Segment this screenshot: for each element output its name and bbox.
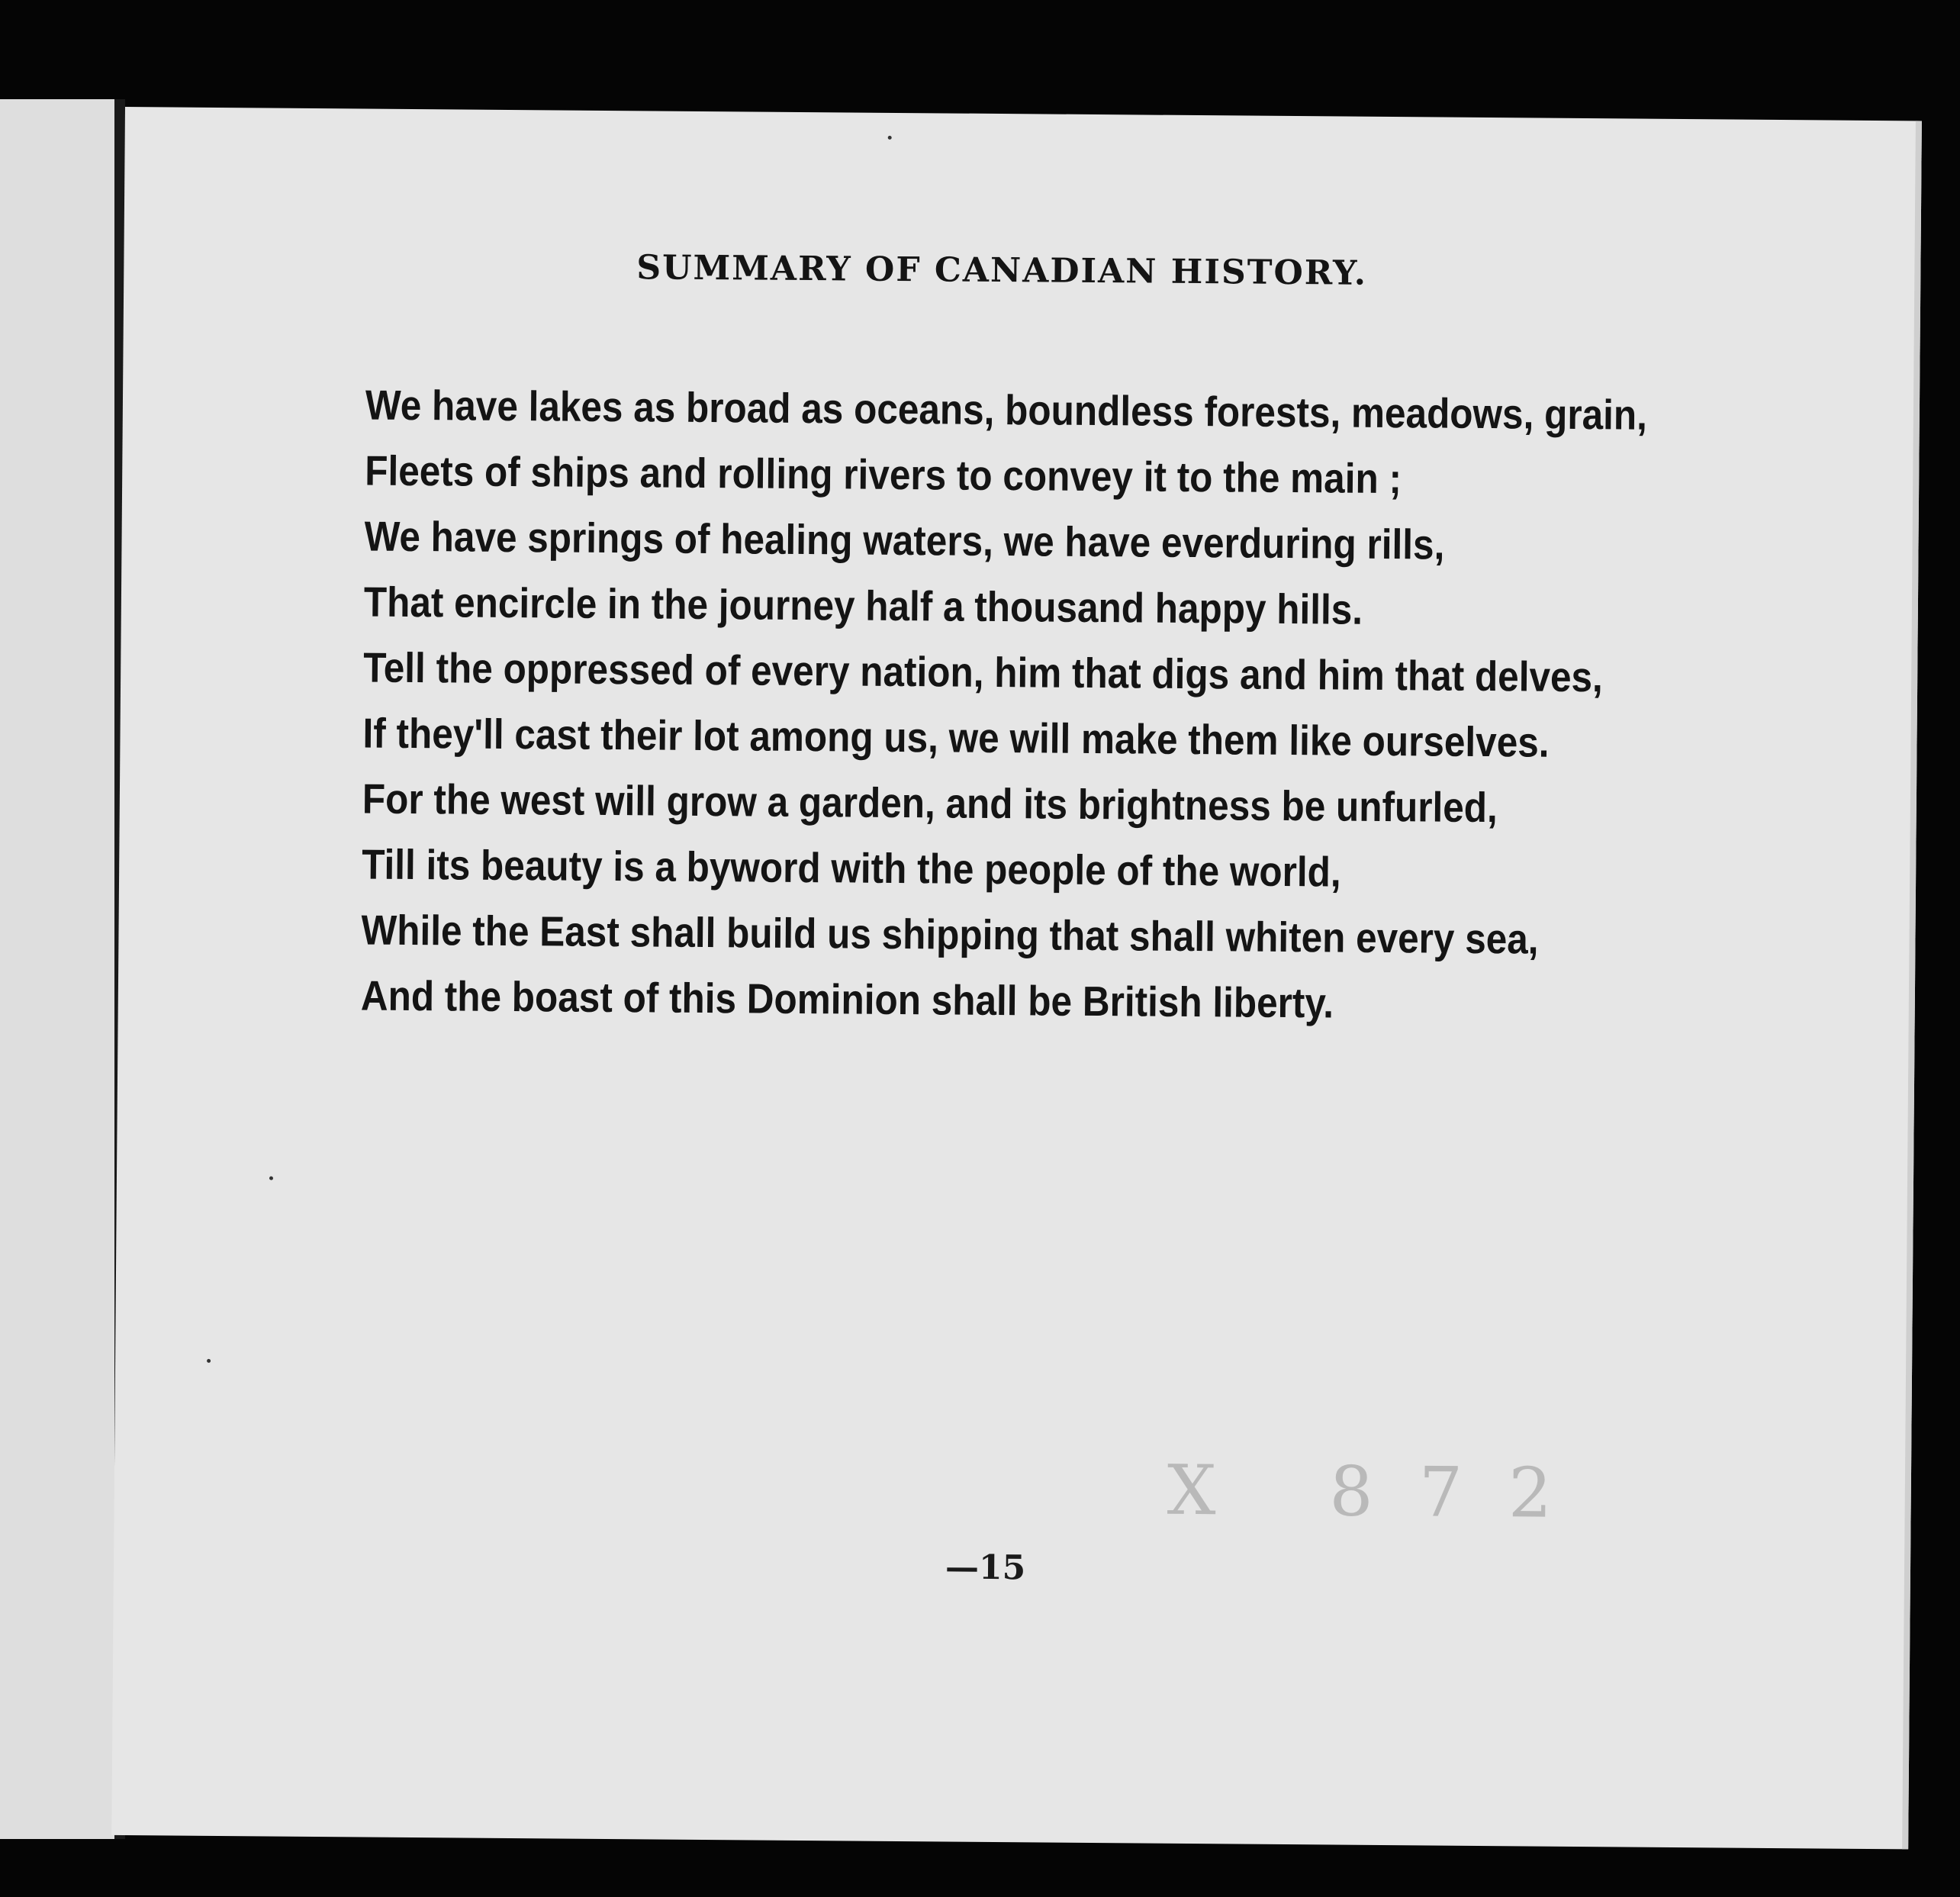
poem-line: Tell the oppressed of every nation, him that digs and him that delves,	[362, 643, 1604, 701]
scan-speck	[269, 1177, 273, 1180]
poem-line: We have lakes as broad as oceans, boundless forests, meadows, grain,	[365, 381, 1648, 439]
poem-line: While the East shall build us shipping that shall whiten every sea,	[361, 906, 1539, 963]
document-page	[111, 107, 1922, 1849]
poem-line: And the boast of this Dominion shall be British liberty.	[360, 971, 1334, 1027]
scan-speck	[207, 1359, 211, 1363]
poem-line: For the west will grow a garden, and its brightness be unfurled,	[362, 775, 1498, 832]
poem-line: Fleets of ships and rolling rivers to convey it to the main ;	[365, 446, 1402, 503]
poem-line: We have springs of healing waters, we have everduring rills,	[364, 512, 1445, 568]
poem-line: If they'll cast their lot among us, we will make them like ourselves.	[362, 709, 1550, 766]
poem-line: That encircle in the journey half a thousand happy hills.	[363, 578, 1363, 633]
page-number: —15	[945, 1548, 1026, 1588]
library-stamp: X 872	[1167, 1450, 1598, 1535]
facing-page	[0, 99, 114, 1839]
poem	[361, 372, 1790, 1039]
scan-speck	[888, 136, 892, 140]
running-head: SUMMARY OF CANADIAN HISTORY.	[636, 248, 1368, 293]
poem-line: Till its beauty is a byword with the people of the world,	[361, 840, 1341, 896]
page-right-edge	[1902, 121, 1922, 1849]
